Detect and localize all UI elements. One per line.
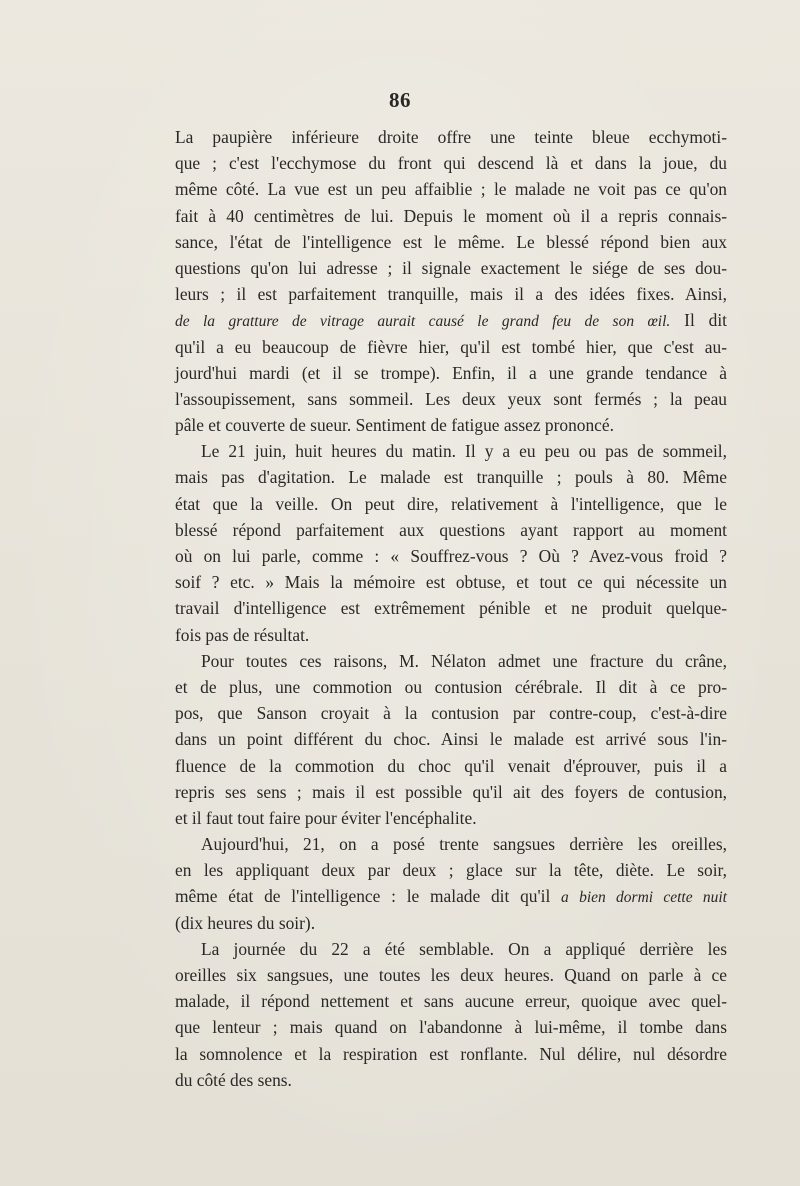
text-line: pâle et couverte de sueur. Sentiment de fatigue assez prononcé. xyxy=(175,415,614,436)
text-line: malade, il répond nettement et sans aucune erreur, quoique avec quel- xyxy=(175,991,727,1012)
text-line: oreilles six sangsues, une toutes les deux heures. Quand on parle à ce xyxy=(175,965,727,985)
text-line: blessé répond parfaitement aux questions ayant rapport au moment xyxy=(175,519,727,540)
text-line: que ; c'est l'ecchymose du front qui descend là et dans la joue, du xyxy=(175,153,727,174)
text-line xyxy=(175,883,727,909)
text-span: même état de l'intelligence : le malade dit qu'il xyxy=(175,886,562,907)
text-line: repris ses sens ; mais il est possible qu'il ait des foyers de contusion, xyxy=(175,781,727,802)
text-line: La paupière inférieure droite offre une teinte bleue ecchymoti- xyxy=(175,127,727,147)
text-line: fluence de la commotion du choc qu'il venait d'éprouver, puis il a xyxy=(175,755,727,776)
text-line: soif ? etc. » Mais la mémoire est obtuse, et tout ce qui nécessite un xyxy=(175,572,727,593)
text-line: Pour toutes ces raisons, M. Nélaton admet une fracture du crâne, xyxy=(201,650,727,671)
text-span: Il dit xyxy=(684,310,727,331)
text-line xyxy=(175,307,727,333)
text-line: du côté des sens. xyxy=(175,1069,292,1090)
text-line: en les appliquant deux par deux ; glace sur la tête, diète. Le soir, xyxy=(175,860,727,881)
text-line: dans un point différent du choc. Ainsi le malade est arrivé sous l'in- xyxy=(175,729,727,750)
text-line: où on lui parle, comme : « Souffrez-vous ? Où ? Avez-vous froid ? xyxy=(175,546,727,566)
text-line: leurs ; il est parfaitement tranquille, mais il a des idées fixes. Ainsi, xyxy=(175,284,727,305)
paragraph xyxy=(175,648,727,831)
text-line: et il faut tout faire pour éviter l'encéphalite. xyxy=(175,807,477,828)
body-text xyxy=(175,124,727,1093)
italic-quote: a bien dormi cette nuit xyxy=(561,889,727,907)
text-line: travail d'intelligence est extrêmement pénible et ne produit quelque- xyxy=(175,598,727,619)
text-line: fait à 40 centimètres de lui. Depuis le moment où il a repris connais- xyxy=(175,205,727,226)
page-number: 86 xyxy=(389,88,411,112)
text-line: sance, l'état de l'intelligence est le même. Le blessé répond bien aux xyxy=(175,231,727,252)
text-line: fois pas de résultat. xyxy=(175,624,310,645)
text-line: l'assoupissement, sans sommeil. Les deux yeux sont fermés ; la peau xyxy=(175,388,727,409)
italic-quote: de la gratture de vitrage aurait causé le grand feu de son œil. xyxy=(175,313,671,331)
text-line: et de plus, une commotion ou contusion cérébrale. Il dit à ce pro- xyxy=(175,676,727,697)
text-line: (dix heures du soir). xyxy=(175,912,316,933)
text-line: jourd'hui mardi (et il se trompe). Enfin, il a une grande tendance à xyxy=(175,362,727,383)
text-line: même côté. La vue est un peu affaiblie ; le malade ne voit pas ce qu'on xyxy=(175,179,727,200)
text-line: Aujourd'hui, 21, on a posé trente sangsues derrière les oreilles, xyxy=(201,834,727,855)
text-line: mais pas d'agitation. Le malade est tranquille ; pouls à 80. Même xyxy=(175,467,727,488)
text-line: état que la veille. On peut dire, relativement à l'intelligence, que le xyxy=(175,493,727,514)
text-line: Le 21 juin, huit heures du matin. Il y a eu peu ou pas de sommeil, xyxy=(201,441,727,462)
text-line: questions qu'on lui adresse ; il signale exactement le siége de ses dou- xyxy=(175,257,727,278)
text-line: que lenteur ; mais quand on l'abandonne à lui-même, il tombe dans xyxy=(175,1017,727,1038)
paragraph xyxy=(175,124,727,438)
paragraph xyxy=(175,438,727,648)
text-line: la somnolence et la respiration est ronflante. Nul délire, nul désordre xyxy=(175,1043,727,1064)
paragraph xyxy=(175,831,727,936)
text-line: qu'il a eu beaucoup de fièvre hier, qu'il est tombé hier, que c'est au- xyxy=(175,336,727,357)
text-line: pos, que Sanson croyait à la contusion par contre-coup, c'est-à-dire xyxy=(175,703,727,724)
text-line: La journée du 22 a été semblable. On a appliqué derrière les xyxy=(201,938,727,959)
paragraph xyxy=(175,936,727,1093)
